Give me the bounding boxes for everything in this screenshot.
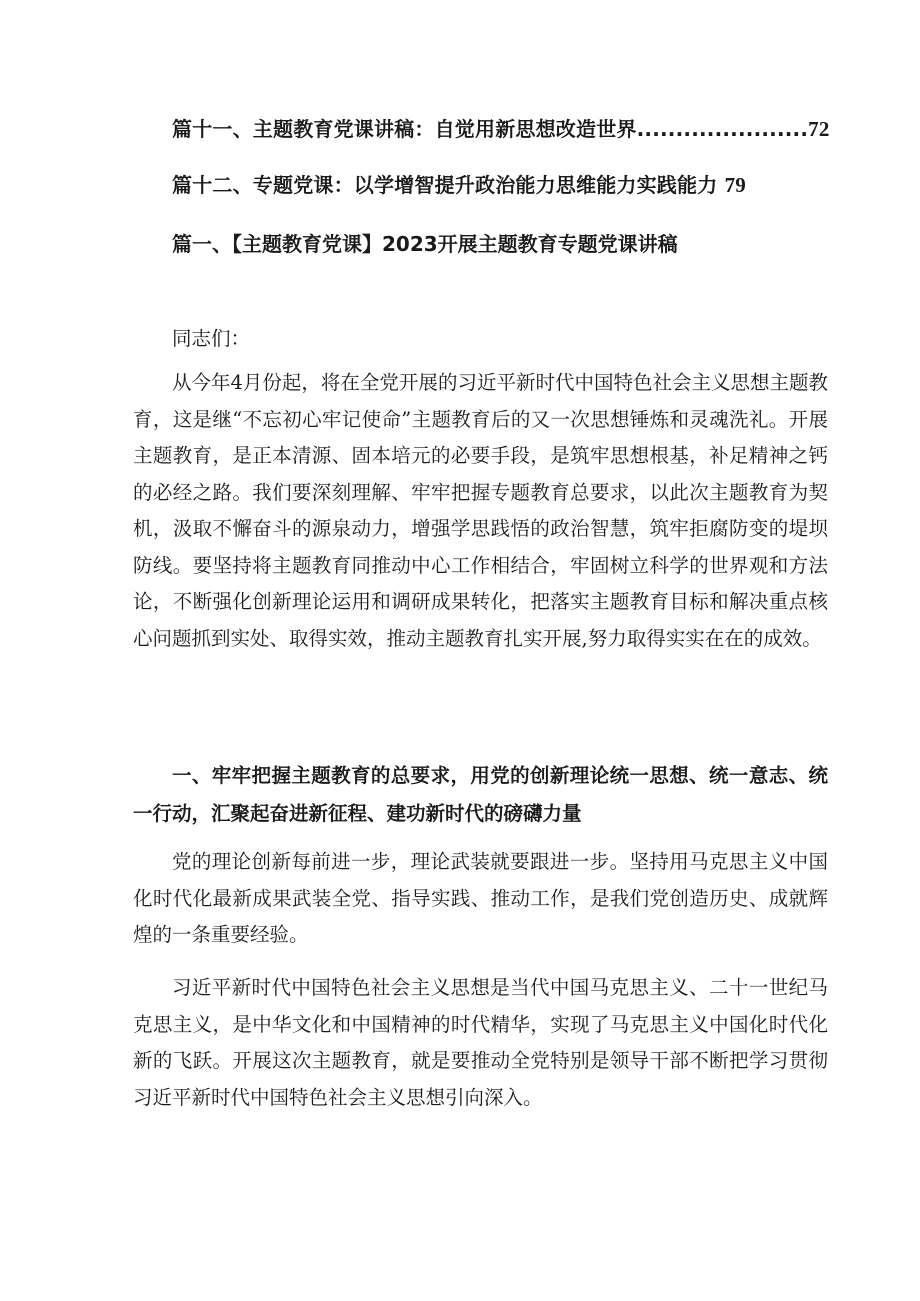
paragraph-3: 习近平新时代中国特色社会主义思想是当代中国马克思主义、二十一世纪马克思主义，是中华文化和中国精神的时代精华，实现了马克思主义中国化时代化新的飞跃。开展这次主题教育，就是要推动全党特别是领导干部不断把学习贯彻习近平新时代中国特色社会主义思想引向深入。: [133, 976, 828, 1109]
toc-item-12[interactable]: [172, 169, 746, 198]
toc-item-page: 79: [724, 173, 746, 197]
toc-item-page: 72: [808, 117, 830, 141]
greeting: 同志们：: [172, 327, 251, 350]
section-heading-1: 一、牢牢把握主题教育的总要求，用党的创新理论统一思想、统一意志、统一行动，汇聚起奋进新征程、建功新时代的磅礴力量: [133, 764, 828, 825]
toc-item-dots: ......................: [636, 117, 809, 141]
toc-item-label: 篇十二、专题党课：以学增智提升政治能力思维能力实践能力: [172, 173, 718, 197]
toc-item-label: 篇十一、主题教育党课讲稿：自觉用新思想改造世界: [172, 117, 637, 141]
paragraph-2: 党的理论创新每前进一步，理论武装就要跟进一步。坚持用马克思主义中国化时代化最新成果武装全党、指导实践、推动工作，是我们党创造历史、成就辉煌的一条重要经验。: [133, 850, 828, 946]
article-title: 篇一、【主题教育党课】2023开展主题教育专题党课讲稿: [172, 232, 678, 256]
toc-item-11[interactable]: [172, 113, 830, 142]
intro-paragraph: 从今年4月份起，将在全党开展的习近平新时代中国特色社会主义思想主题教育，这是继“不忘初心牢记使命”主题教育后的又一次思想锤炼和灵魂洗礼。开展主题教育，是正本清源、固本培元的必要手段，是筑牢思想根基，补足精神之钙的必经之路。我们要深刻理解、牢牢把握专题教育总要求，以此次主题教育为契机，汲取不懈奋斗的源泉动力，增强学思践悟的政治智慧，筑牢拒腐防变的堤坝防线。要坚持将主题教育同推动中心工作相结合，牢固树立科学的世界观和方法论，不断强化创新理论运用和调研成果转化，把落实主题教育目标和解决重点核心问题抓到实处、取得实效，推动主题教育扎实开展,努力取得实实在在的成效。: [133, 371, 828, 650]
